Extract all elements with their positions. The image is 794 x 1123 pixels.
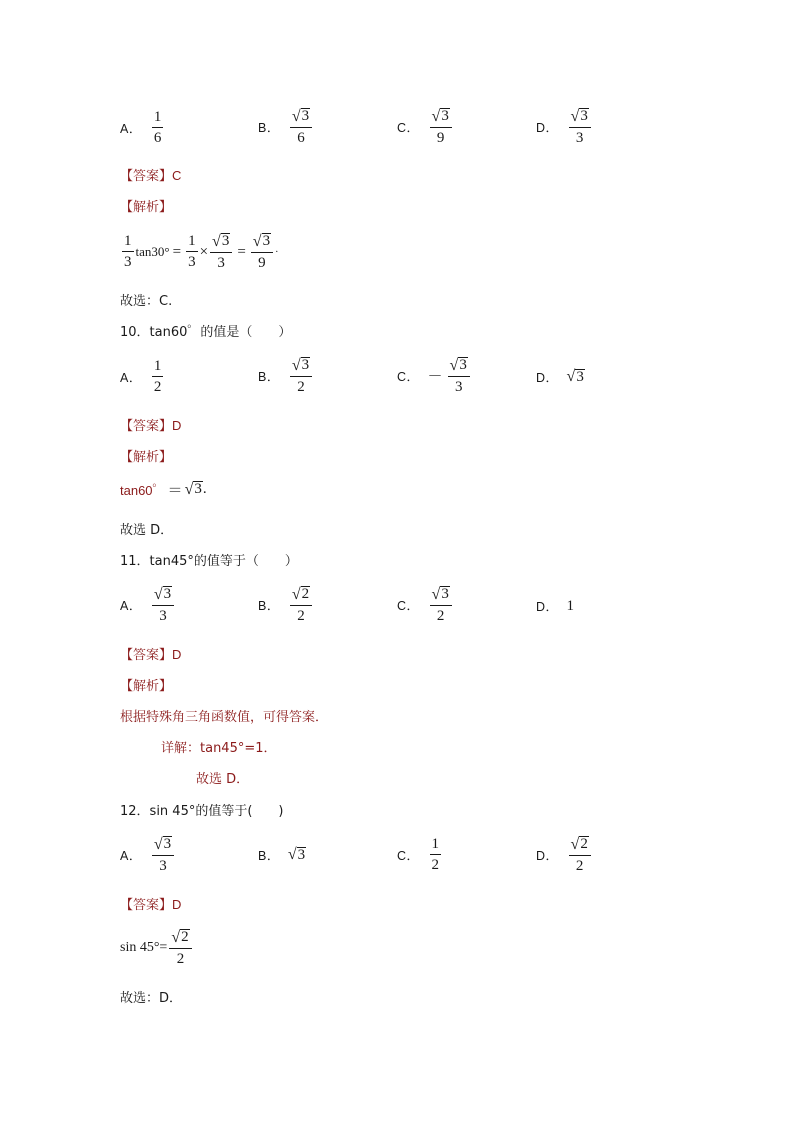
q11-analysis-label: 【解析】 xyxy=(120,679,173,694)
q10-stem: 10．tan60゜的值是（ ） xyxy=(120,325,292,340)
q11-option-b: B． √ 2 2 xyxy=(258,586,314,624)
option-letter: B． xyxy=(258,120,280,135)
q10-option-d: D． √ 3 xyxy=(536,368,584,386)
q11-option-c: C． √ 3 2 xyxy=(397,586,454,624)
q11-answer: 【答案】D xyxy=(120,647,182,663)
q10-conclusion: 故选 D． xyxy=(120,523,174,538)
q11-option-d: D． 1 xyxy=(536,597,575,614)
q12-option-d: D． √ 2 2 xyxy=(536,836,593,874)
q12-conclusion: 故选：D． xyxy=(120,991,183,1006)
option-letter: D． xyxy=(536,120,559,135)
q10-option-c: C． － √ 3 3 xyxy=(397,357,472,395)
fraction: $\frac{1}{6}$ xyxy=(153,109,162,146)
q9-option-a xyxy=(120,110,165,146)
q12-stem: 12．sin 45°的值等于( ) xyxy=(120,804,284,819)
q9-formula: $\frac{1}{3}$ tan30° = $\frac{1}{3}$ × √ 3 3 = √ 3 9 · xyxy=(124,232,279,271)
q9-option-b xyxy=(258,108,314,146)
q12-answer: 【答案】D xyxy=(120,897,182,913)
q12-formula: sin 45°= √ 2 2 xyxy=(120,929,194,967)
q10-answer: 【答案】D xyxy=(120,418,182,434)
q9-answer: 【答案】C xyxy=(120,168,182,184)
q10-formula: tan60゜ ＝ √ 3 . xyxy=(120,480,207,499)
q9-option-d xyxy=(536,108,593,146)
sqrt-symbol: √ 3 xyxy=(291,107,310,125)
fraction: √ 3 3 xyxy=(569,108,591,146)
q11-hint: 根据特殊角三角函数值，可得答案． xyxy=(120,710,329,725)
q9-option-c xyxy=(397,108,454,146)
q12-option-c: C． $\frac{1}{2}$ xyxy=(397,836,440,873)
q11-detail: 详解：tan45°=1． xyxy=(161,741,277,756)
q11-stem: 11．tan45°的值等于（ ） xyxy=(120,554,298,569)
fraction: √ 3 6 xyxy=(290,108,312,146)
q9-conclusion: 故选：C. xyxy=(120,294,173,309)
q10-analysis-label: 【解析】 xyxy=(120,450,173,465)
q12-option-b: B． √ 3 xyxy=(258,846,306,864)
option-letter: A． xyxy=(120,122,142,136)
sqrt-symbol: √ 3 xyxy=(570,107,588,125)
q11-conclusion: 故选 D． xyxy=(196,772,250,787)
q11-option-a: A． √ 3 3 xyxy=(120,586,176,624)
q9-analysis-label: 【解析】 xyxy=(120,200,173,215)
fraction: √ 3 9 xyxy=(430,108,452,146)
q10-option-b: B． √ 3 2 xyxy=(258,357,314,395)
q12-option-a: A． √ 3 3 xyxy=(120,836,176,874)
sqrt-symbol: √ 3 xyxy=(431,107,449,125)
option-letter: C． xyxy=(397,120,420,135)
q10-option-a: A． $\frac{1}{2}$ xyxy=(120,358,162,395)
